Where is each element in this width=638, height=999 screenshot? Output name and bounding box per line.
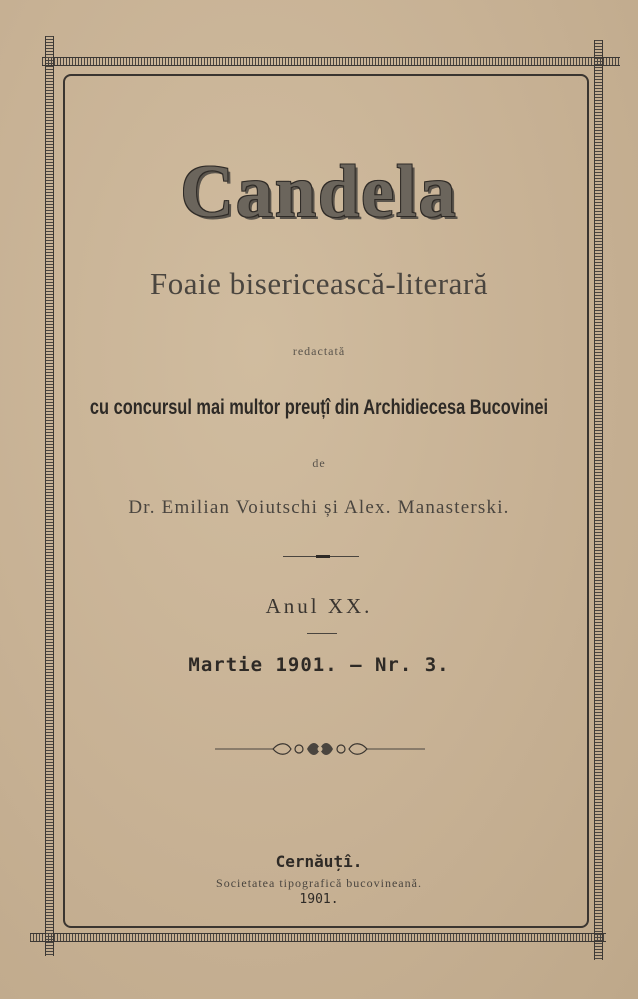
volume-label: Anul XX. (265, 594, 373, 618)
floral-ornament-icon (215, 738, 425, 760)
collaboration-line: cu concursul mai multor preuțî din Archidiecesa Bucovinei (89, 396, 549, 419)
issue-label: Martie 1901. — Nr. 3. (188, 654, 450, 676)
by-label: de (312, 456, 326, 470)
border-top (42, 57, 620, 66)
publication-year: 1901. (299, 892, 339, 907)
editors-line: Dr. Emilian Voiutschi și Alex. Manasterski. (128, 497, 510, 518)
edited-label: redactată (292, 344, 346, 358)
divider-mark (316, 555, 330, 558)
publisher-name: Societatea tipografică bucovineană. (216, 876, 422, 890)
volume-rule (307, 633, 337, 634)
journal-subtitle: Foaie bisericească-literară (150, 266, 488, 301)
journal-title: Candela (180, 151, 458, 233)
publication-city: Cernăuțî. (275, 852, 363, 871)
border-bottom (30, 933, 606, 942)
